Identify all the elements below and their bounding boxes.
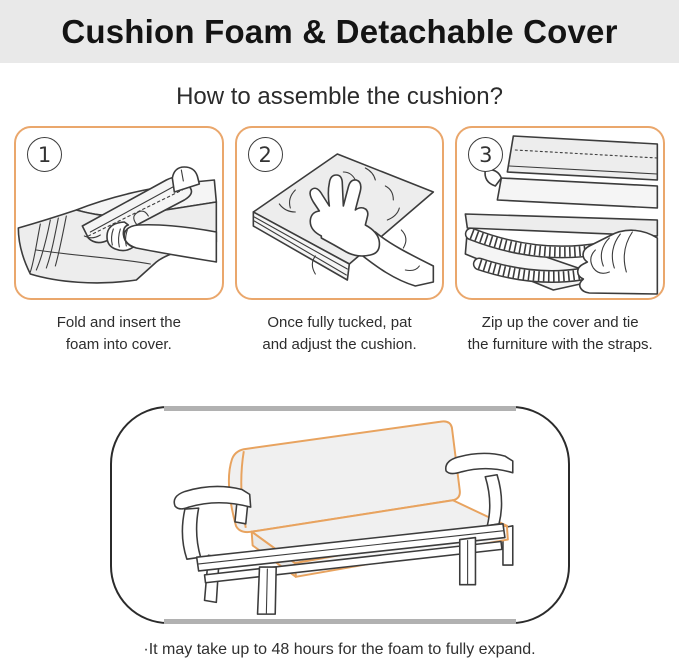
step3-caption: Zip up the cover and tie the furniture with the straps. [467, 314, 653, 353]
step1-card [14, 126, 224, 300]
step2-number-badge [248, 137, 283, 172]
step3-number: 3 [479, 142, 493, 167]
bench-sofa-illustration [112, 408, 568, 622]
page-title: Cushion Foam & Detachable Cover [61, 12, 618, 50]
footer-note: ·It may take up to 48 hours for the foam to fully expand. [143, 640, 536, 658]
steps-row [14, 126, 665, 356]
step3-card [455, 126, 665, 300]
step1-number: 1 [37, 142, 52, 167]
step1-number-badge [27, 137, 62, 172]
header-banner [0, 0, 679, 63]
step1-caption: Fold and insert the foam into cover. [56, 314, 181, 353]
step2-card [235, 126, 445, 300]
step-column-2 [235, 126, 445, 356]
step2-caption: Once fully tucked, pat and adjust the cushion. [262, 314, 417, 353]
step2-number: 2 [258, 142, 272, 167]
step-column-3 [455, 126, 665, 356]
sofa-frame-container [110, 406, 570, 624]
step-column-1 [14, 126, 224, 356]
subtitle: How to assemble the cushion? [176, 83, 503, 110]
